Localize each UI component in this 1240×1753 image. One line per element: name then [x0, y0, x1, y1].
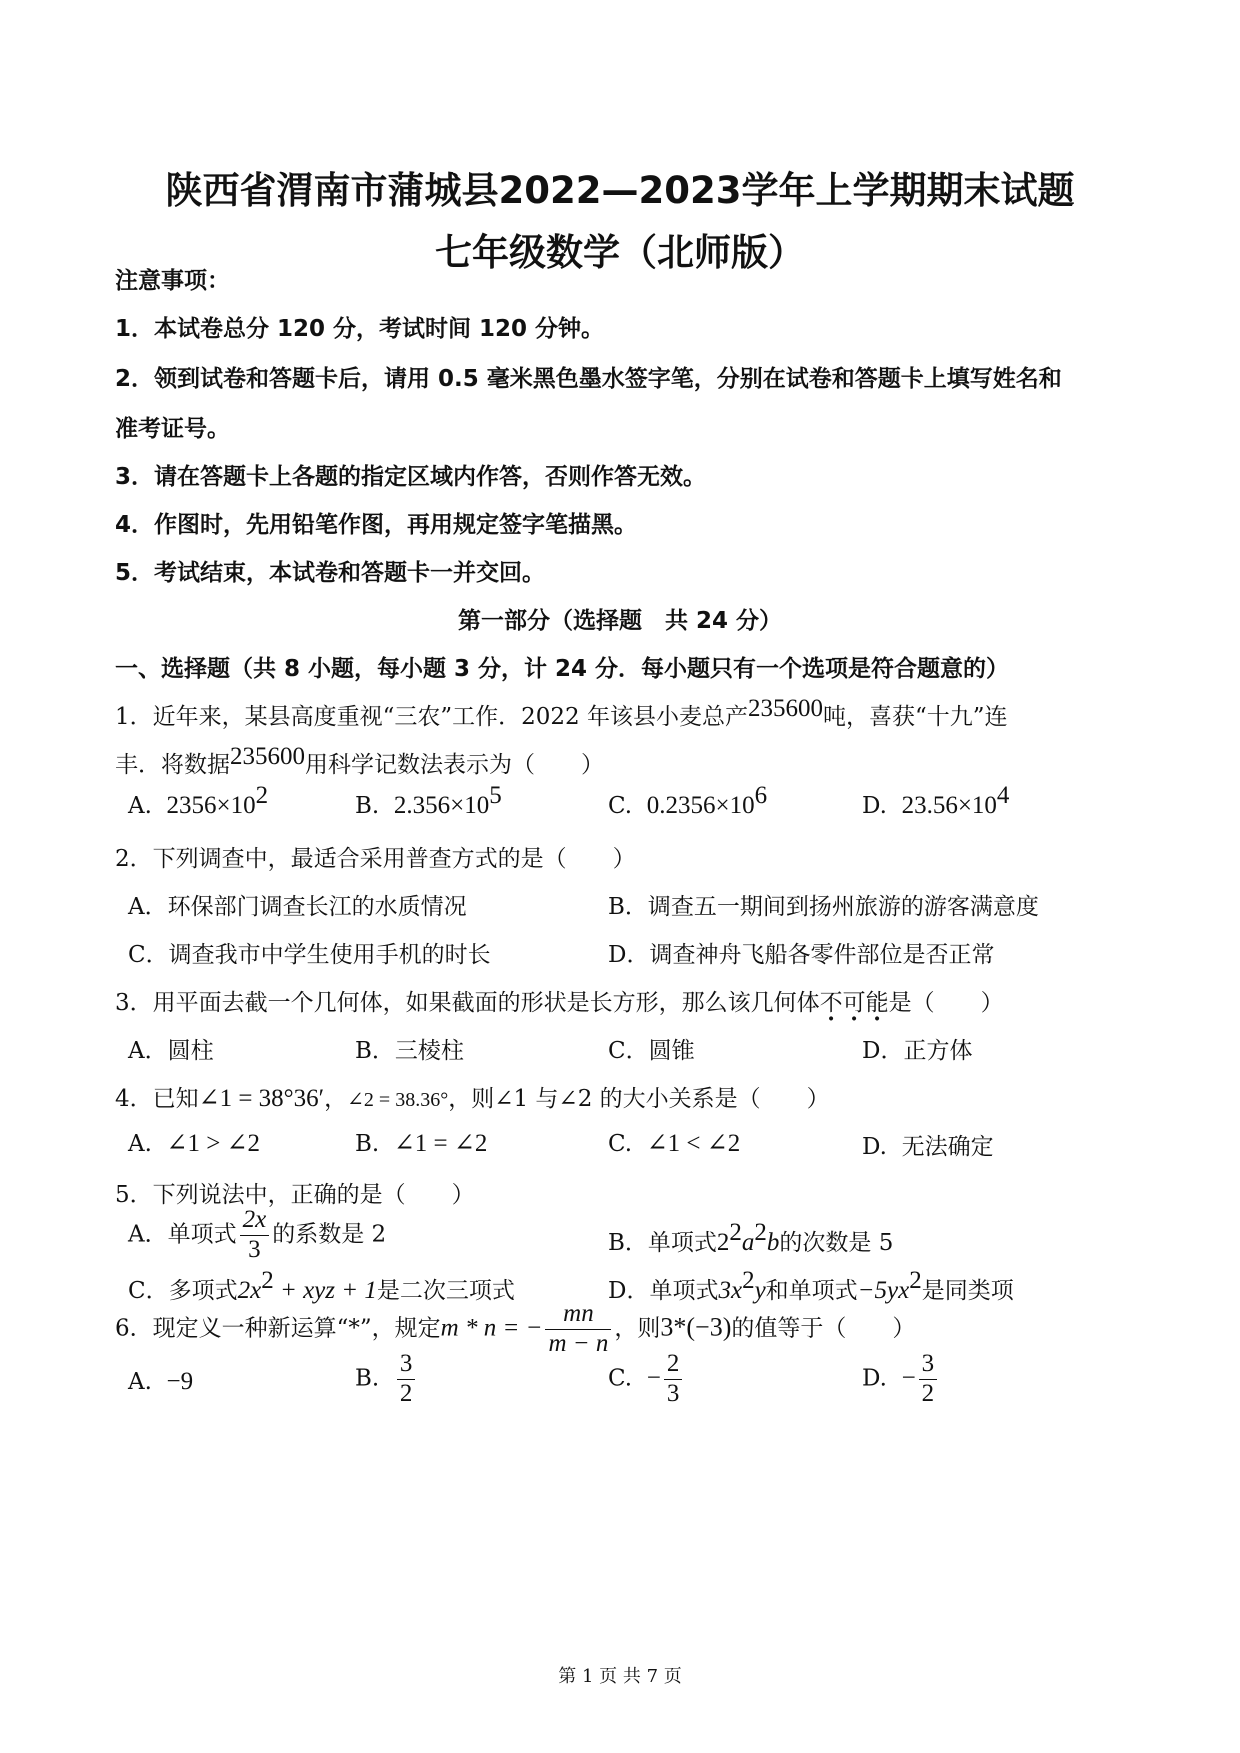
note-item: 3．请在答题卡上各题的指定区域内作答，否则作答无效。: [115, 464, 707, 490]
question-text: 4．已知: [115, 1086, 199, 1112]
question-2-stem: 2．下列调查中，最适合采用普查方式的是（ ）: [115, 846, 636, 872]
q1-option-a: [128, 782, 269, 820]
q1-option-d: [862, 782, 1010, 820]
option-math: 2.356×10: [393, 792, 490, 819]
option-text: A．单项式: [128, 1221, 237, 1248]
emphasis-char: 可: [842, 990, 866, 1016]
question-text: 用科学记数法表示为（ ）: [305, 752, 604, 778]
exponent: 2: [742, 1267, 755, 1294]
option-label: D.: [862, 793, 887, 819]
exam-title: 陕西省渭南市蒲城县2022—2023学年上学期期末试题: [165, 169, 1075, 212]
option-math: ∠1 > ∠2: [166, 1130, 261, 1157]
exponent: 2: [261, 1267, 274, 1294]
sign: −: [901, 1364, 916, 1392]
fraction: [919, 1350, 938, 1409]
operation-definition: m * n = −: [440, 1314, 543, 1342]
expression: 3*(−3): [660, 1312, 732, 1342]
question-text: 3．用平面去截一个几何体，如果截面的形状是长方形，那么该几何体: [115, 990, 820, 1016]
q5-option-b: [608, 1219, 894, 1257]
option-label: A.: [128, 793, 152, 819]
option-math: 23.56×10: [901, 792, 997, 819]
numerator: 3: [919, 1350, 938, 1380]
angle-expression: ∠2 = 38.36°: [347, 1089, 449, 1111]
exam-subtitle: 七年级数学（北师版）: [435, 231, 805, 274]
option-math: 0.2356×10: [646, 792, 755, 819]
q4-option-d: [862, 1128, 994, 1161]
exponent: 4: [996, 782, 1010, 809]
denominator: 3: [666, 1379, 680, 1407]
question-text: ，则: [614, 1315, 661, 1342]
q1-option-c: [608, 782, 768, 820]
question-1-line-1: [115, 695, 1008, 731]
question-text: 6．现定义一种新运算“*”，规定: [115, 1315, 441, 1342]
number: 235600: [748, 695, 823, 722]
option-label: B.: [355, 1365, 380, 1392]
q4-option-c: [608, 1128, 740, 1158]
denominator: 2: [921, 1379, 935, 1407]
question-6-stem: [115, 1300, 915, 1359]
option-text: D．单项式: [608, 1278, 719, 1304]
option-text: 是同类项: [921, 1278, 1014, 1304]
question-text: ，则∠1 与∠2 的大小关系是（ ）: [448, 1086, 830, 1112]
denominator: m − n: [548, 1329, 609, 1357]
exponent: 5: [489, 782, 502, 809]
q1-option-b: [355, 782, 502, 820]
question-text: 丰．将数据: [115, 752, 230, 778]
section-title: 一、选择题（共 8 小题，每小题 3 分，计 24 分．每小题只有一个选项是符合题意的）: [115, 656, 1010, 682]
note-item: 准考证号。: [115, 416, 230, 442]
note-item: 5．考试结束，本试卷和答题卡一并交回。: [115, 560, 546, 586]
emphasis-char: 能: [865, 990, 889, 1016]
question-text: 的值等于（ ）: [731, 1315, 916, 1342]
denominator: 2: [399, 1379, 413, 1407]
option-math: 2x: [237, 1277, 262, 1304]
option-math: a: [741, 1229, 755, 1256]
denominator: 3: [248, 1235, 261, 1263]
option-math: b: [766, 1229, 780, 1256]
question-text: 是（ ）: [888, 990, 1004, 1016]
option-text: C．多项式: [128, 1278, 238, 1304]
question-4-stem: [115, 1080, 830, 1113]
option-label: B.: [355, 1131, 380, 1157]
exponent: 6: [754, 782, 768, 809]
option-math: −5yx: [857, 1277, 910, 1304]
option-label: C.: [608, 1365, 633, 1392]
option-label: A.: [128, 1131, 152, 1157]
option-math: 3x: [718, 1277, 743, 1304]
sign: −: [646, 1364, 661, 1392]
question-text: ，: [324, 1086, 348, 1112]
fraction: [240, 1206, 270, 1265]
q6-option-a: [128, 1368, 193, 1396]
angle-expression: ∠1 = 38°36′: [198, 1085, 325, 1112]
option-math: 2356×10: [166, 792, 256, 819]
option-label: D.: [862, 1365, 887, 1392]
fraction: [397, 1350, 416, 1409]
q6-option-c: [608, 1350, 685, 1409]
exponent: 2: [909, 1267, 922, 1294]
option-text: 和单项式: [765, 1278, 858, 1304]
q4-option-a: [128, 1128, 260, 1158]
question-text: 1．近年来，某县高度重视“三农”工作．2022 年该县小麦总产: [115, 704, 748, 730]
note-item: 2．领到试卷和答题卡后，请用 0.5 毫米黑色墨水签字笔，分别在试卷和答题卡上填写姓名和: [115, 366, 1062, 392]
fraction: [664, 1350, 683, 1409]
number: 235600: [230, 743, 305, 770]
exponent: 2: [255, 782, 269, 809]
option-label: C.: [608, 793, 633, 819]
q6-option-d: [862, 1350, 940, 1409]
fraction: [545, 1300, 611, 1359]
exponent: 2: [754, 1219, 767, 1246]
option-text: B．单项式: [608, 1230, 717, 1256]
part-title: 第一部分（选择题 共 24 分）: [457, 608, 783, 634]
q2-option-b: B．调查五一期间到扬州旅游的游客满意度: [608, 894, 1039, 920]
option-text: 的次数是 5: [779, 1230, 894, 1256]
q5-option-a: [128, 1206, 386, 1265]
q2-option-c: C．调查我市中学生使用手机的时长: [128, 942, 491, 968]
option-math: + xyz + 1: [273, 1277, 377, 1304]
q3-option-a: A．圆柱: [128, 1038, 214, 1064]
option-math: −9: [166, 1368, 194, 1395]
q3-option-c: C．圆锥: [608, 1038, 695, 1064]
option-label: D.: [862, 1134, 887, 1160]
numerator: 2: [664, 1350, 683, 1380]
question-1-line-2: [115, 743, 604, 779]
option-label: A.: [128, 1369, 152, 1395]
emphasis-char: 不: [819, 990, 843, 1016]
numerator: mn: [545, 1300, 611, 1330]
option-text: 的系数是 2: [272, 1221, 387, 1248]
question-text: 吨，喜获“十九”连: [823, 704, 1008, 730]
q6-option-b: [355, 1350, 418, 1409]
option-math: y: [754, 1277, 766, 1304]
q3-option-b: B．三棱柱: [355, 1038, 464, 1064]
option-text: 无法确定: [901, 1134, 994, 1160]
option-text: 是二次三项式: [376, 1278, 515, 1304]
option-math: ∠1 < ∠2: [646, 1130, 741, 1157]
option-math: 2: [716, 1229, 730, 1256]
q2-option-a: A．环保部门调查长江的水质情况: [128, 894, 467, 920]
q2-option-d: D．调查神舟飞船各零件部位是否正常: [608, 942, 995, 968]
option-label: C.: [608, 1131, 633, 1157]
q4-option-b: [355, 1128, 487, 1158]
numerator: 3: [397, 1350, 416, 1380]
page-footer: 第 1 页 共 7 页: [558, 1666, 682, 1687]
note-item: 4．作图时，先用铅笔作图，再用规定签字笔描黑。: [115, 512, 638, 538]
q3-option-d: D．正方体: [862, 1038, 973, 1064]
numerator: 2x: [240, 1206, 270, 1236]
exponent: 2: [729, 1219, 742, 1246]
question-5-stem: 5．下列说法中，正确的是（ ）: [115, 1182, 475, 1208]
question-3-stem: [115, 984, 1004, 1017]
note-item: 1．本试卷总分 120 分，考试时间 120 分钟。: [115, 316, 605, 342]
option-label: B.: [355, 793, 380, 819]
notes-heading: 注意事项：: [115, 268, 230, 294]
option-math: ∠1 = ∠2: [393, 1130, 488, 1157]
